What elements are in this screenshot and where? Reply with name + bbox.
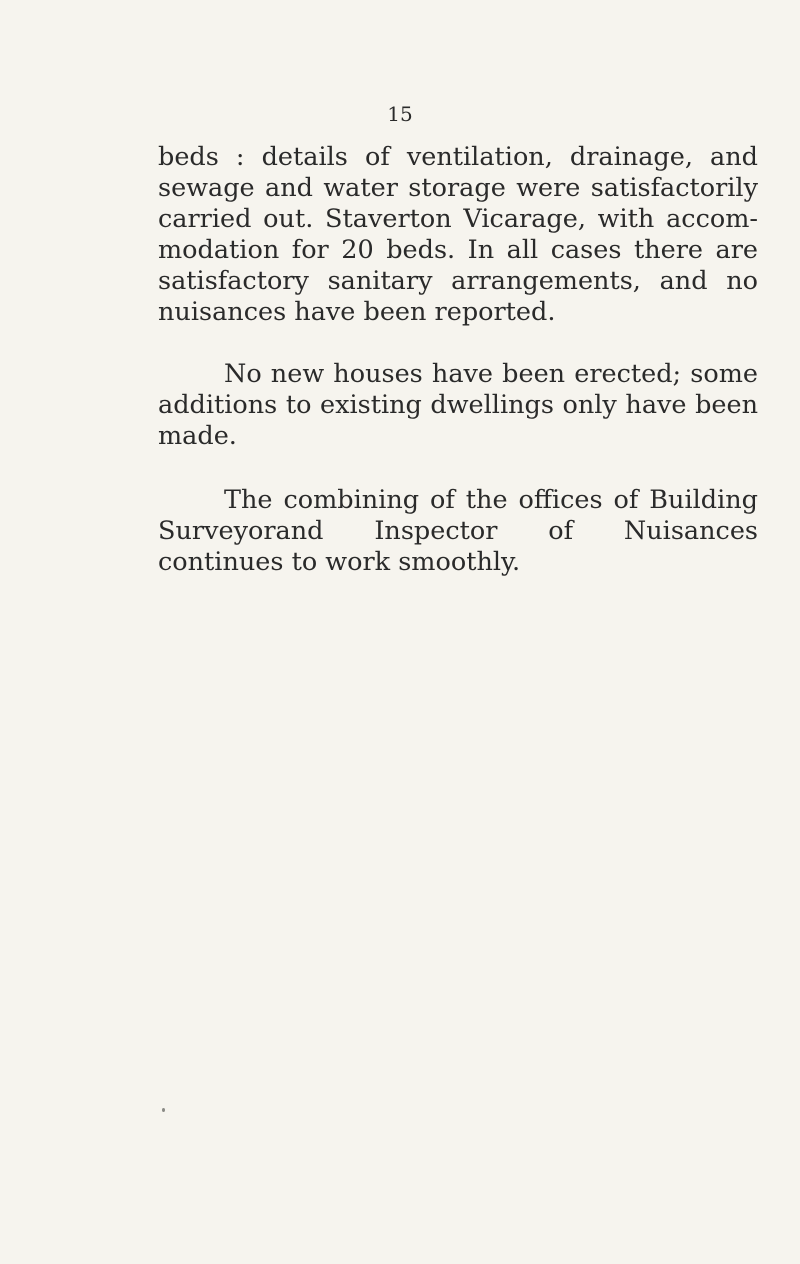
page-number: 15	[387, 102, 413, 126]
paragraph-beds-ventilation: beds : details of ventilation, drainage, and sewage and water storage were satisfactorily carried out. Staverton Vicarage, with accom- modation for 20 beds. In all cases there are satisfactory sanitary arrangements, and no nuisances have been reported.	[158, 142, 758, 327]
body-text	[158, 142, 758, 578]
paragraph-combining-offices: The combining of the offices of Building Surveyorand Inspector of Nuisances continues to work smoothly.	[158, 485, 758, 577]
paper-speck	[162, 1108, 165, 1112]
paragraph-new-houses: No new houses have been erected; some additions to existing dwellings only have been made.	[158, 359, 758, 451]
